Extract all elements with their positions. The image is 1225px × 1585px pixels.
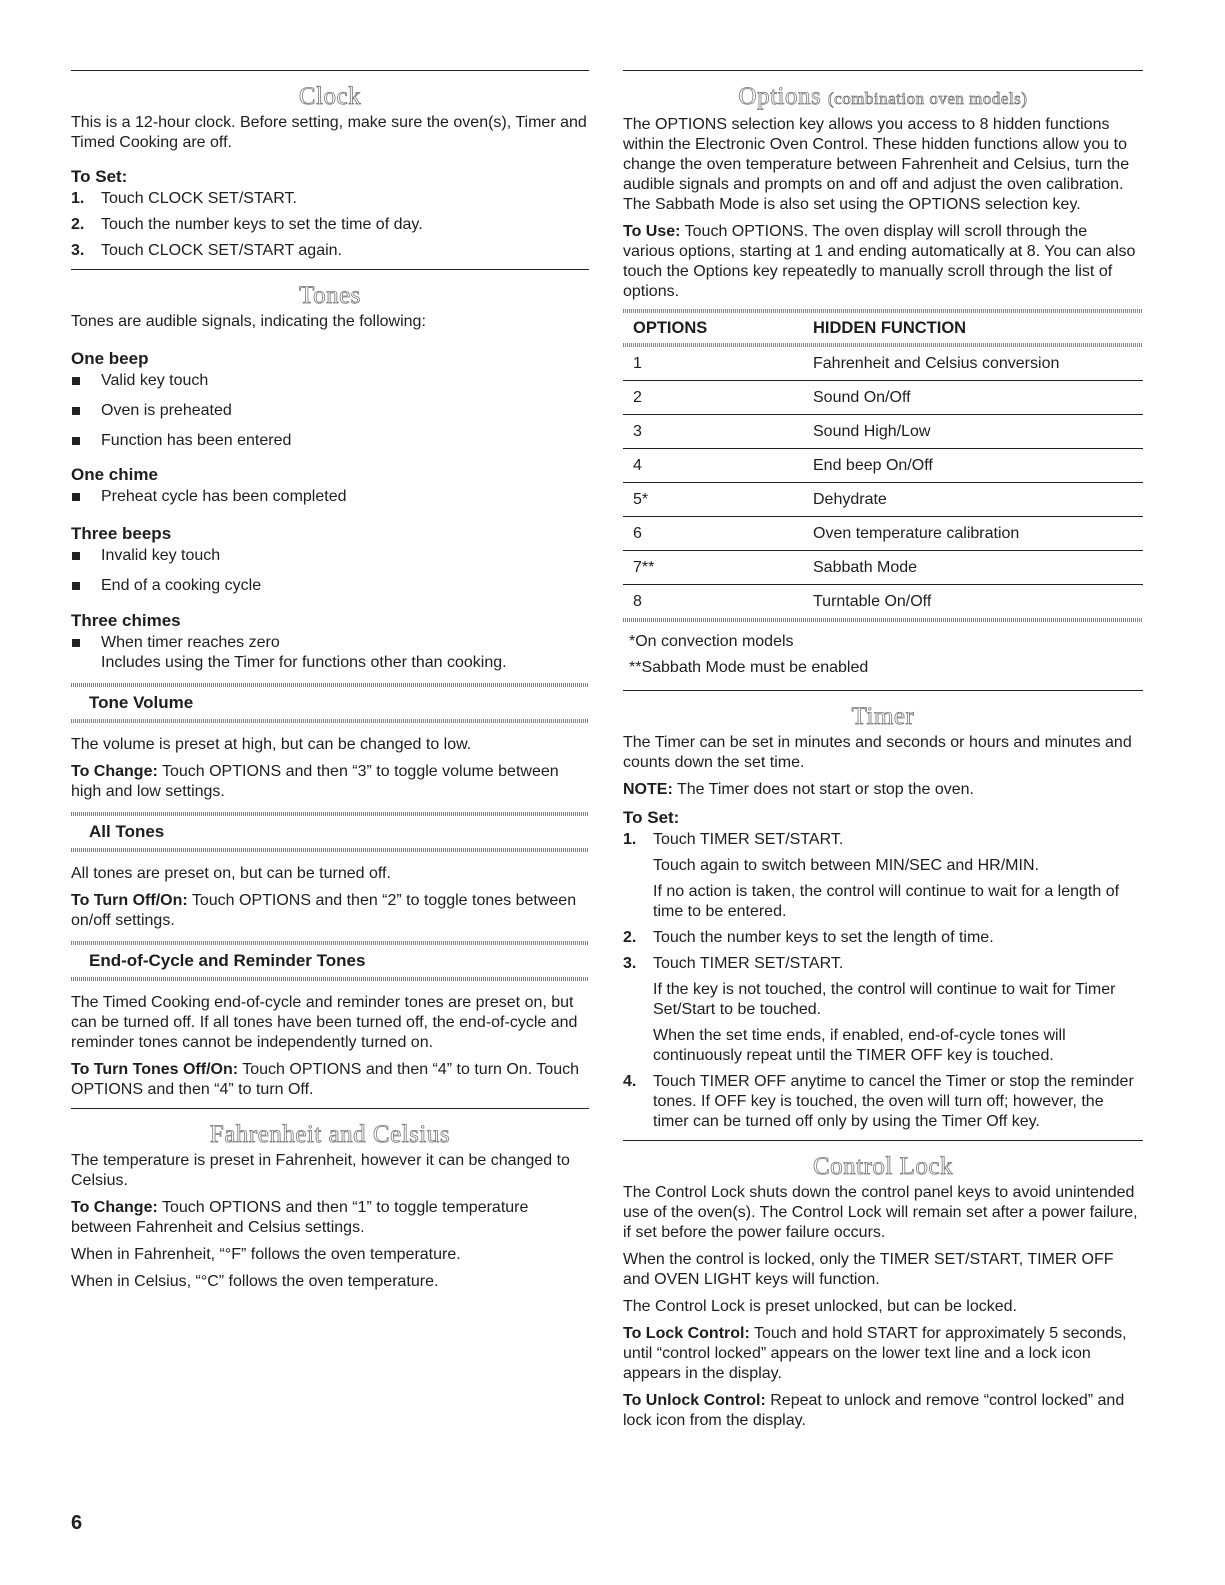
page-number: 6 [71, 1512, 83, 1534]
options-title [623, 83, 1143, 113]
options-table [623, 313, 1143, 343]
option-number: 8 [633, 593, 642, 610]
timer-title: Timer [851, 703, 915, 730]
timer-step [623, 954, 1143, 1066]
instruction-lead: To Turn Tones Off/On: [71, 1061, 239, 1078]
note-lead: NOTE: [623, 781, 673, 798]
list-item-text: Function has been entered [101, 432, 292, 449]
step-number: 4. [623, 1073, 637, 1090]
three-beeps-list [71, 546, 589, 596]
dotted-divider [623, 343, 1143, 347]
clock-intro: This is a 12-hour clock. Before setting, make sure the oven(s), Timer and Timed Cooking are off. [71, 114, 587, 151]
table-row [623, 517, 1143, 551]
list-item-text [101, 633, 507, 673]
section-divider [71, 1108, 589, 1109]
option-number: 1 [623, 347, 803, 381]
instruction-text: Touch OPTIONS and then “2” to toggle tones between on/off settings. [71, 892, 577, 929]
bullet-icon [71, 431, 101, 451]
options-title-sub: (combination oven models) [827, 89, 1028, 108]
instruction-lead: To Change: [71, 1199, 158, 1216]
step-detail: Touch again to switch between MIN/SEC and HR/MIN. [653, 857, 1039, 874]
instruction-text: Touch and hold START for approximately 5 seconds, until “control locked” appears on the lower text line and a lock icon appears in the display. [623, 1325, 1127, 1382]
option-function: Oven temperature calibration [803, 517, 1143, 551]
left-column [71, 70, 589, 1299]
step-number: 2. [71, 216, 85, 233]
step-detail: When the set time ends, if enabled, end-of-cycle tones will continuously repeat until the TIMER OFF key is touched. [653, 1027, 1066, 1064]
list-item [71, 401, 589, 421]
bullet-icon [71, 401, 101, 421]
one-chime-list [71, 487, 589, 507]
bullet-icon [71, 546, 101, 566]
control-lock-title: Control Lock [812, 1153, 953, 1180]
timer-step [623, 928, 1143, 948]
one-chime-label: One chime [71, 465, 158, 484]
bullet-icon [71, 487, 101, 507]
list-item-text: Preheat cycle has been completed [101, 488, 347, 505]
option-function: Fahrenheit and Celsius conversion [803, 347, 1143, 381]
instruction-lead: To Lock Control: [623, 1325, 750, 1342]
step-body [653, 954, 1143, 1066]
instruction-lead: To Change: [71, 763, 158, 780]
step-text: Touch CLOCK SET/START again. [101, 242, 342, 259]
step-body [653, 830, 1143, 922]
instruction-text: Repeat to unlock and remove “control locked” and lock icon from the display. [623, 1392, 1125, 1429]
eoc-tones-heading: End-of-Cycle and Reminder Tones [89, 951, 366, 970]
list-item [71, 487, 589, 507]
step-detail: If no action is taken, the control will continue to wait for a length of time to be entered. [653, 883, 1120, 920]
timer-step [623, 830, 1143, 922]
step-text: Touch TIMER OFF anytime to cancel the Timer or stop the reminder tones. If OFF key is touched, the oven will turn off; however, the timer can be turned off only by using the Timer Off key. [653, 1073, 1134, 1130]
section-divider [71, 70, 589, 71]
footnote: **Sabbath Mode must be enabled [629, 659, 869, 676]
option-function: Sabbath Mode [803, 551, 1143, 585]
timer-steps [623, 830, 1143, 1132]
option-function: Sound On/Off [803, 381, 1143, 415]
control-lock-p2: When the control is locked, only the TIMER SET/START, TIMER OFF and OVEN LIGHT keys will function. [623, 1251, 1114, 1288]
step-number: 1. [623, 831, 637, 848]
table-row [623, 347, 1143, 381]
options-instruction [623, 222, 1143, 302]
list-item [71, 371, 589, 391]
three-chimes-label: Three chimes [71, 611, 181, 630]
all-tones-heading: All Tones [89, 822, 165, 841]
clock-steps [71, 189, 589, 261]
eoc-tones-instruction [71, 1060, 589, 1100]
option-number: 5* [623, 483, 803, 517]
list-item-main: When timer reaches zero [101, 634, 280, 651]
step-text: Touch CLOCK SET/START. [101, 190, 297, 207]
fahrenheit-line: When in Fahrenheit, “°F” follows the oven temperature. [71, 1246, 461, 1263]
bullet-icon [71, 633, 101, 673]
timer-intro: The Timer can be set in minutes and seconds or hours and minutes and counts down the set time. [623, 734, 1132, 771]
tone-volume-heading: Tone Volume [89, 693, 194, 712]
tones-title: Tones [299, 282, 361, 309]
option-function: Turntable On/Off [813, 593, 932, 610]
section-divider [71, 269, 589, 270]
instruction-lead: To Turn Off/On: [71, 892, 188, 909]
table-row [623, 483, 1143, 517]
options-title-main: Options [738, 83, 822, 110]
bullet-icon [71, 371, 101, 391]
step-text: Touch TIMER SET/START. [653, 831, 844, 848]
timer-to-set-label: To Set: [623, 808, 680, 827]
all-tones-desc: All tones are preset on, but can be turned off. [71, 865, 391, 882]
list-item-text: Valid key touch [101, 372, 209, 389]
table-header-row [623, 313, 1143, 343]
step-number: 2. [623, 929, 637, 946]
table-row [623, 585, 1143, 619]
option-number: 2 [623, 381, 803, 415]
option-function: Sound High/Low [803, 415, 1143, 449]
section-divider [623, 1140, 1143, 1141]
tone-volume-instruction [71, 762, 589, 802]
column-header-options: OPTIONS [633, 319, 708, 337]
instruction-text: Touch OPTIONS. The oven display will scroll through the various options, starting at 1 and ending automatically at 8. You can also touch the Options key repeatedly to manually scroll through the list of options. [623, 223, 1136, 300]
footnote: *On convection models [629, 633, 794, 650]
list-item [71, 633, 589, 673]
column-header-function: HIDDEN FUNCTION [813, 319, 967, 337]
one-beep-list [71, 371, 589, 451]
option-function: End beep On/Off [803, 449, 1143, 483]
instruction-text: Touch OPTIONS and then “3” to toggle volume between high and low settings. [71, 763, 559, 800]
clock-step [71, 215, 589, 235]
unlock-instruction [623, 1391, 1143, 1431]
option-number: 6 [623, 517, 803, 551]
step-detail: If the key is not touched, the control will continue to wait for Timer Set/Start to be touched. [653, 981, 1116, 1018]
fahrenheit-title: Fahrenheit and Celsius [209, 1121, 451, 1148]
control-lock-p3: The Control Lock is preset unlocked, but can be locked. [623, 1298, 1017, 1315]
step-number: 3. [71, 242, 85, 259]
table-row [623, 551, 1143, 585]
tones-intro: Tones are audible signals, indicating the following: [71, 313, 426, 330]
list-item-extra: Includes using the Timer for functions other than cooking. [101, 654, 507, 671]
instruction-lead: To Use: [623, 223, 681, 240]
option-number: 3 [623, 415, 803, 449]
three-beeps-label: Three beeps [71, 524, 172, 543]
fahrenheit-intro: The temperature is preset in Fahrenheit, however it can be changed to Celsius. [71, 1152, 570, 1189]
section-divider [623, 690, 1143, 691]
tone-volume-desc: The volume is preset at high, but can be changed to low. [71, 736, 472, 753]
option-number: 7** [623, 551, 803, 585]
instruction-lead: To Unlock Control: [623, 1392, 766, 1409]
list-item-text: Invalid key touch [101, 547, 221, 564]
fahrenheit-instruction [71, 1198, 589, 1238]
dotted-divider [71, 719, 589, 723]
dotted-divider [71, 812, 589, 816]
dotted-divider [71, 941, 589, 945]
timer-step [623, 1072, 1143, 1132]
dotted-divider [71, 683, 589, 687]
lock-instruction [623, 1324, 1143, 1384]
section-divider [623, 70, 1143, 71]
step-number: 3. [623, 955, 637, 972]
control-lock-p1: The Control Lock shuts down the control panel keys to avoid unintended use of the oven(s). The Control Lock will remain set after a power failure, if set before the power failure occurs. [623, 1184, 1138, 1241]
dotted-divider [623, 309, 1143, 313]
options-intro: The OPTIONS selection key allows you access to 8 hidden functions within the Electronic Oven Control. These hidden functions allow you to change the oven temperature between Fahrenheit and Celsius, turn the audible signals and prompts on and off and adjust the oven calibration. The Sabbath Mode is also set using the OPTIONS selection key. [623, 116, 1130, 213]
step-text: Touch TIMER SET/START. [653, 955, 844, 972]
bullet-icon [71, 576, 101, 596]
instruction-text: Touch OPTIONS and then “1” to toggle temperature between Fahrenheit and Celsius settings. [71, 1199, 529, 1236]
option-function: Dehydrate [803, 483, 1143, 517]
table-row [623, 449, 1143, 483]
list-item-text: End of a cooking cycle [101, 577, 262, 594]
instruction-text: Touch OPTIONS and then “4” to turn On. Touch OPTIONS and then “4” to turn Off. [71, 1061, 579, 1098]
clock-to-set-label: To Set: [71, 167, 128, 186]
list-item-text: Oven is preheated [101, 402, 232, 419]
step-number: 1. [71, 190, 85, 207]
option-number: 4 [623, 449, 803, 483]
dotted-divider [71, 977, 589, 981]
list-item [71, 576, 589, 596]
dotted-divider [623, 618, 1143, 622]
right-column [623, 70, 1143, 1438]
options-table-body [623, 347, 1143, 618]
list-item [71, 546, 589, 566]
timer-note [623, 780, 1143, 800]
clock-step [71, 241, 589, 261]
dotted-divider [71, 848, 589, 852]
clock-step [71, 189, 589, 209]
table-row [623, 381, 1143, 415]
list-item [71, 431, 589, 451]
three-chimes-list [71, 633, 589, 673]
clock-title: Clock [298, 83, 362, 110]
step-text: Touch the number keys to set the time of day. [101, 216, 423, 233]
celsius-line: When in Celsius, “°C” follows the oven temperature. [71, 1273, 439, 1290]
eoc-tones-desc: The Timed Cooking end-of-cycle and reminder tones are preset on, but can be turned off. If all tones have been turned off, the end-of-cycle and reminder tones cannot be independently turned on. [71, 994, 578, 1051]
table-row [623, 415, 1143, 449]
note-text: The Timer does not start or stop the oven. [672, 781, 974, 798]
step-text: Touch the number keys to set the length of time. [653, 929, 994, 946]
options-footnotes [623, 632, 1143, 678]
all-tones-instruction [71, 891, 589, 931]
one-beep-label: One beep [71, 349, 149, 368]
